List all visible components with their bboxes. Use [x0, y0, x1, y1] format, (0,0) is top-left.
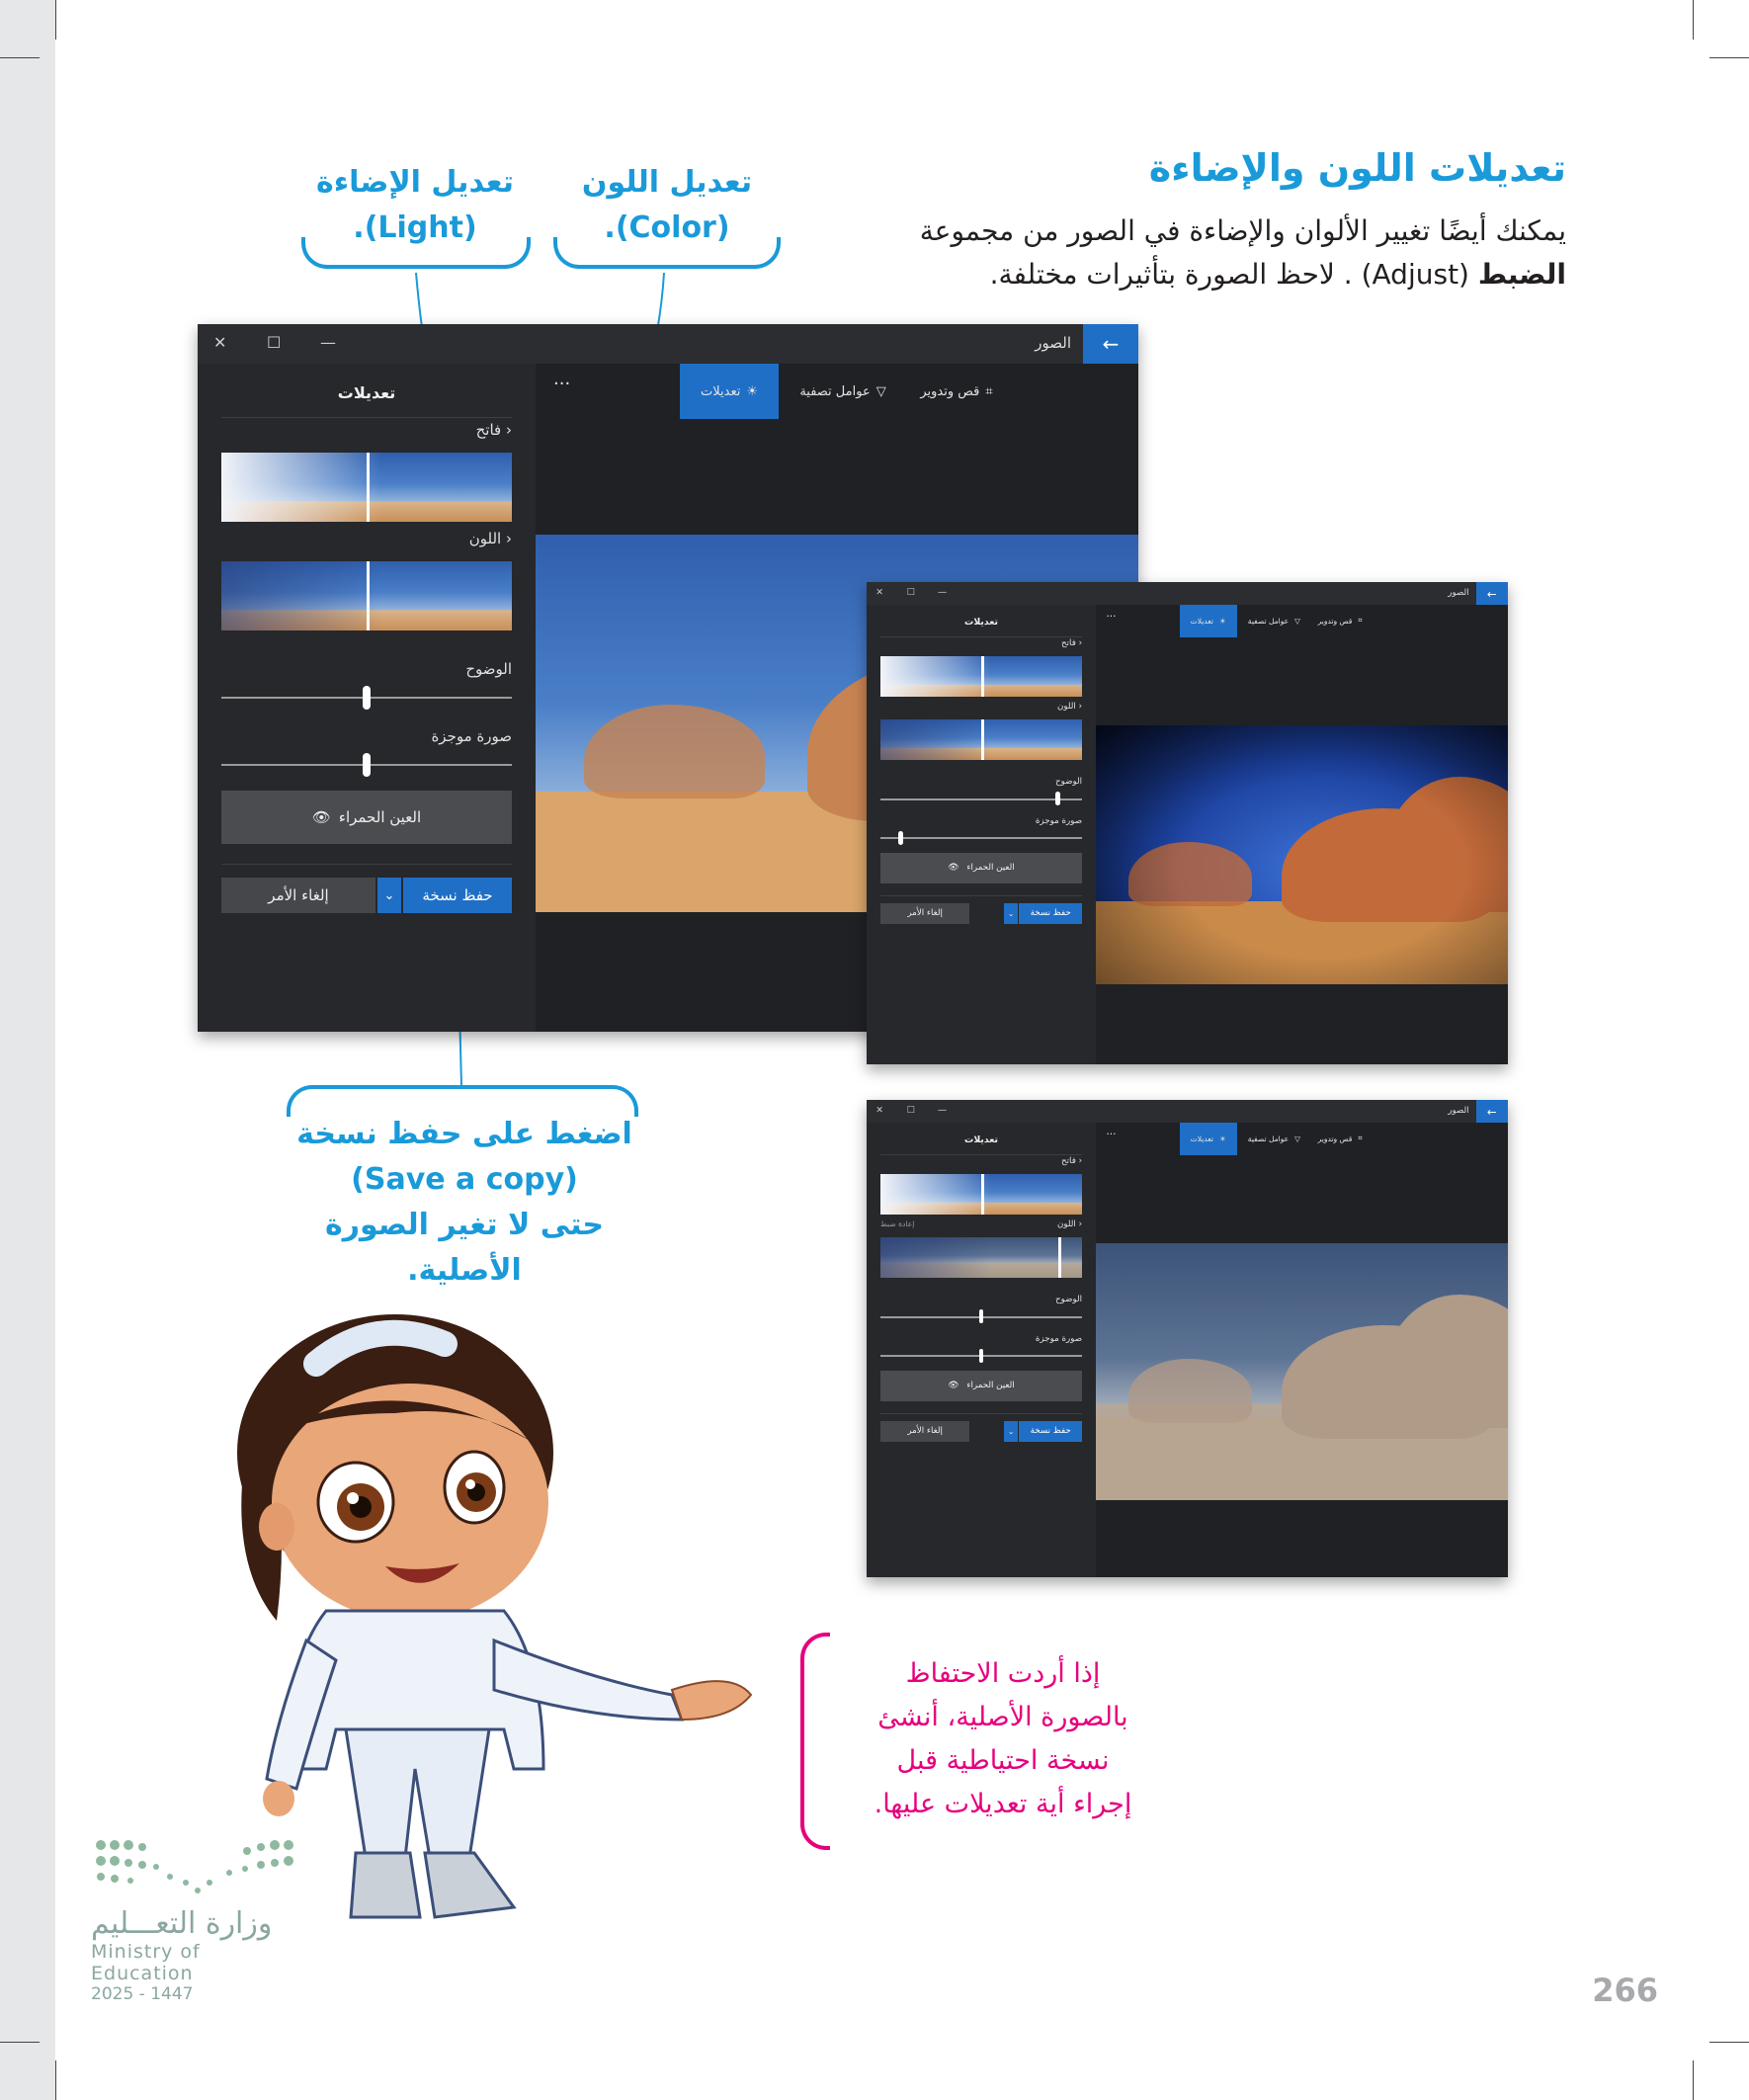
- photo-rock-formation: [584, 705, 765, 799]
- panel-divider: [221, 417, 512, 418]
- color-section-label-text: اللون: [1057, 1218, 1076, 1229]
- callout-save: [267, 1112, 662, 1294]
- clarity-slider-thumb[interactable]: [1055, 792, 1060, 805]
- edit-toolbar: [1096, 1123, 1508, 1154]
- toolbar-filters-icon: ▽: [875, 383, 886, 399]
- minimize-button[interactable]: —: [937, 587, 948, 599]
- save-options-dropdown[interactable]: ⌄: [1004, 1421, 1018, 1442]
- ministry-dots-emblem: [91, 1833, 298, 1902]
- photos-app-window: [867, 582, 1508, 1064]
- back-button[interactable]: ←: [1476, 1100, 1508, 1123]
- red-eye-button[interactable]: [880, 1371, 1082, 1401]
- eye-icon: 👁: [948, 1381, 959, 1391]
- right-hand: [672, 1681, 751, 1720]
- tip-brace: [800, 1633, 830, 1850]
- toolbar-crop-tab[interactable]: [1311, 605, 1369, 636]
- panel-divider: [880, 895, 1082, 896]
- light-section-label-text: فاتح: [1061, 637, 1076, 648]
- adjust-side-panel: [198, 364, 536, 1032]
- left-highlight: [347, 1492, 359, 1504]
- minimize-button[interactable]: —: [320, 333, 336, 352]
- maximize-button[interactable]: ☐: [267, 333, 282, 352]
- more-options-button[interactable]: ···: [553, 374, 571, 394]
- color-reset-link[interactable]: إعادة ضبط: [879, 1218, 915, 1228]
- tip-note: [840, 1652, 1166, 1826]
- close-button[interactable]: ✕: [875, 587, 884, 599]
- clarity-slider-thumb[interactable]: [979, 1309, 984, 1323]
- panel-title: تعديلات: [964, 616, 998, 628]
- close-button[interactable]: ✕: [213, 333, 227, 352]
- light-section-split-handle[interactable]: [981, 1174, 984, 1215]
- light-section-chevron-icon: ‹: [1078, 1155, 1083, 1166]
- intro-rest: (Adjust) . لاحظ الصورة بتأثيرات مختلفة.: [989, 258, 1478, 291]
- color-section-split-handle[interactable]: [981, 719, 984, 760]
- toolbar-adjust-icon: ☀: [1218, 1134, 1226, 1143]
- photo-rock-formation: [1384, 1295, 1508, 1428]
- toolbar-filters-tab-label: عوامل تصفية: [799, 383, 871, 399]
- photos-app-window: [867, 1100, 1508, 1577]
- toolbar-adjust-tab[interactable]: [1180, 605, 1237, 636]
- callout-light-term: (Light).: [353, 210, 477, 245]
- edit-toolbar: [536, 364, 1138, 419]
- ministry-name-ar: وزارة التعـــليم: [91, 1906, 273, 1941]
- toolbar-filters-icon: ▽: [1294, 1134, 1300, 1143]
- panel-title: تعديلات: [964, 1134, 998, 1145]
- tip-line-2: بالصورة الأصلية، أنشئ: [877, 1702, 1128, 1732]
- eye-icon: 👁: [311, 808, 331, 826]
- toolbar-adjust-tab-label: تعديلات: [1190, 1134, 1213, 1143]
- toolbar-adjust-tab-label: تعديلات: [1190, 616, 1213, 626]
- light-section-thumbnail-fade: [221, 453, 381, 522]
- left-shoe: [351, 1853, 420, 1917]
- clarity-label: الوضوح: [1055, 1295, 1083, 1305]
- ministry-logo: [91, 1833, 308, 2004]
- light-section-label[interactable]: [1061, 1156, 1082, 1166]
- light-section-label-text: فاتح: [475, 421, 502, 439]
- section-title: تعديلات اللون والإضاءة: [1148, 146, 1566, 190]
- light-section-thumbnail[interactable]: [221, 453, 512, 522]
- red-eye-label: العين الحمراء: [966, 863, 1015, 874]
- toolbar-crop-tab[interactable]: [907, 364, 1006, 419]
- title-bar: [867, 582, 1508, 605]
- adjust-side-panel: [867, 605, 1096, 1064]
- toolbar-filters-tab-label: عوامل تصفية: [1247, 616, 1290, 626]
- close-button[interactable]: ✕: [875, 1105, 884, 1117]
- light-section-label-text: فاتح: [1061, 1155, 1076, 1166]
- save-options-dropdown[interactable]: ⌄: [1004, 903, 1018, 924]
- panel-title: تعديلات: [337, 383, 396, 402]
- cancel-button[interactable]: إلغاء الأمر: [880, 1421, 969, 1442]
- toolbar-adjust-icon: ☀: [1218, 616, 1226, 626]
- minimize-button[interactable]: —: [937, 1105, 948, 1117]
- toolbar-crop-icon: ⌗: [1358, 1134, 1363, 1143]
- clarity-label: الوضوح: [1055, 777, 1083, 788]
- vignette-label: صورة موجزة: [431, 727, 512, 745]
- tip-line-4: إجراء أية تعديلات عليها.: [874, 1789, 1132, 1819]
- ministry-year: 2025 - 1447: [91, 1984, 194, 2004]
- light-section-thumbnail[interactable]: [880, 1174, 1082, 1215]
- color-section-label[interactable]: [1057, 1219, 1082, 1229]
- clarity-slider-track[interactable]: [880, 798, 1082, 800]
- light-section-chevron-icon: ‹: [506, 421, 512, 439]
- toolbar-crop-tab-label: قص وتدوير: [920, 383, 980, 399]
- red-eye-button[interactable]: [880, 853, 1082, 883]
- light-section-split-handle[interactable]: [367, 453, 370, 522]
- color-section-chevron-icon: ‹: [506, 530, 512, 547]
- photo-rock-formation: [1128, 1359, 1252, 1423]
- color-section-chevron-icon: ‹: [1078, 701, 1083, 712]
- save-options-dropdown[interactable]: ⌄: [377, 878, 401, 913]
- toolbar-crop-icon: ⌗: [985, 383, 993, 399]
- ministry-name-en: Ministry of Education: [91, 1941, 201, 1984]
- callout-color-term: (Color).: [604, 210, 730, 245]
- light-section-thumbnail-fade: [880, 1174, 991, 1215]
- callout-light-title: تعديل الإضاءة: [316, 165, 514, 200]
- vignette-label: صورة موجزة: [1035, 815, 1083, 826]
- color-section-label-text: اللون: [1057, 701, 1076, 712]
- toolbar-filters-tab[interactable]: [1242, 605, 1305, 636]
- vignette-slider-track[interactable]: [880, 837, 1082, 839]
- light-section-split-handle[interactable]: [981, 656, 984, 697]
- intro-bold-term: الضبط: [1477, 258, 1566, 291]
- left-hand: [263, 1781, 294, 1816]
- light-section-chevron-icon: ‹: [1078, 637, 1083, 648]
- back-button[interactable]: ←: [1083, 324, 1138, 364]
- panel-divider: [880, 1413, 1082, 1414]
- red-eye-button[interactable]: [221, 791, 512, 844]
- color-section-label[interactable]: [1057, 702, 1082, 712]
- red-eye-label: العين الحمراء: [338, 808, 422, 826]
- vignette-slider-thumb[interactable]: [898, 831, 903, 845]
- toolbar-filters-icon: ▽: [1294, 616, 1300, 626]
- cancel-button[interactable]: إلغاء الأمر: [880, 903, 969, 924]
- toolbar-crop-tab-label: قص وتدوير: [1317, 1134, 1353, 1143]
- maximize-button[interactable]: ☐: [906, 587, 915, 599]
- app-title: الصور: [1448, 1105, 1469, 1116]
- right-shoe: [425, 1853, 514, 1917]
- panel-divider: [880, 636, 1082, 637]
- tip-line-3: نسخة احتياطية قبل: [896, 1745, 1110, 1776]
- app-title: الصور: [1448, 587, 1469, 598]
- page-number: 266: [1592, 1972, 1658, 2009]
- panel-divider: [221, 864, 512, 865]
- callout-save-line-1: اضغط على حفظ نسخة: [296, 1117, 632, 1151]
- callout-save-line-2: (Save a copy): [351, 1162, 578, 1197]
- color-section-thumbnail-fade: [880, 1237, 991, 1278]
- title-bar: [867, 1100, 1508, 1123]
- clarity-slider-thumb[interactable]: [363, 686, 371, 710]
- light-section-thumbnail-fade: [880, 656, 991, 697]
- color-section-thumbnail[interactable]: [880, 1237, 1082, 1278]
- vignette-label: صورة موجزة: [1035, 1333, 1083, 1344]
- tip-line-1: إذا أردت الاحتفاظ: [905, 1658, 1101, 1689]
- color-section-thumbnail-fade: [221, 561, 381, 630]
- toolbar-adjust-tab[interactable]: [1180, 1123, 1237, 1154]
- toolbar-crop-tab[interactable]: [1311, 1123, 1369, 1154]
- ear: [259, 1503, 294, 1551]
- color-section-thumbnail[interactable]: [880, 719, 1082, 760]
- maximize-button[interactable]: ☐: [906, 1105, 915, 1117]
- toolbar-filters-tab-label: عوامل تصفية: [1247, 1134, 1290, 1143]
- panel-divider: [880, 1154, 1082, 1155]
- color-section-thumbnail-fade: [880, 719, 991, 760]
- callout-save-line-3: حتى لا تغير الصورة الأصلية.: [325, 1208, 604, 1288]
- color-section-split-handle[interactable]: [1058, 1237, 1061, 1278]
- red-eye-label: العين الحمراء: [966, 1381, 1015, 1391]
- save-copy-button[interactable]: حفظ نسخة: [403, 878, 512, 913]
- eye-icon: 👁: [948, 863, 959, 874]
- color-section-chevron-icon: ‹: [1078, 1218, 1083, 1229]
- toolbar-adjust-tab-label: تعديلات: [701, 383, 741, 399]
- callout-color-title: تعديل اللون: [581, 165, 753, 200]
- edit-toolbar: [1096, 605, 1508, 636]
- pants: [346, 1729, 489, 1858]
- right-highlight: [465, 1479, 475, 1489]
- toolbar-filters-tab[interactable]: [1242, 1123, 1305, 1154]
- light-section-label[interactable]: [1061, 638, 1082, 648]
- clarity-label: الوضوح: [465, 660, 512, 678]
- photo-preview: [1096, 1243, 1508, 1500]
- photo-preview: [1096, 725, 1508, 984]
- toolbar-crop-tab-label: قص وتدوير: [1317, 616, 1353, 626]
- app-title: الصور: [1035, 334, 1071, 352]
- adjust-side-panel: [867, 1123, 1096, 1577]
- photo-vignette: [1096, 725, 1508, 984]
- toolbar-adjust-tab[interactable]: [680, 364, 779, 419]
- light-section-label[interactable]: [476, 421, 512, 439]
- intro-line-1: يمكنك أيضًا تغيير الألوان والإضاءة في الصور من مجموعة: [919, 214, 1566, 247]
- more-options-button[interactable]: ···: [1106, 1128, 1117, 1140]
- title-bar: [198, 324, 1138, 364]
- light-section-thumbnail[interactable]: [880, 656, 1082, 697]
- color-section-thumbnail[interactable]: [221, 561, 512, 630]
- color-section-label[interactable]: [469, 530, 512, 547]
- more-options-button[interactable]: ···: [1106, 610, 1117, 623]
- save-copy-button[interactable]: حفظ نسخة: [1019, 903, 1082, 924]
- color-section-split-handle[interactable]: [367, 561, 370, 630]
- vignette-slider-thumb[interactable]: [979, 1349, 984, 1363]
- toolbar-adjust-icon: ☀: [746, 383, 758, 399]
- toolbar-filters-tab[interactable]: [789, 364, 897, 419]
- vignette-slider-thumb[interactable]: [363, 753, 371, 777]
- cancel-button[interactable]: إلغاء الأمر: [221, 878, 375, 913]
- save-copy-button[interactable]: حفظ نسخة: [1019, 1421, 1082, 1442]
- color-section-label-text: اللون: [468, 530, 502, 547]
- toolbar-crop-icon: ⌗: [1358, 616, 1363, 626]
- back-button[interactable]: ←: [1476, 582, 1508, 605]
